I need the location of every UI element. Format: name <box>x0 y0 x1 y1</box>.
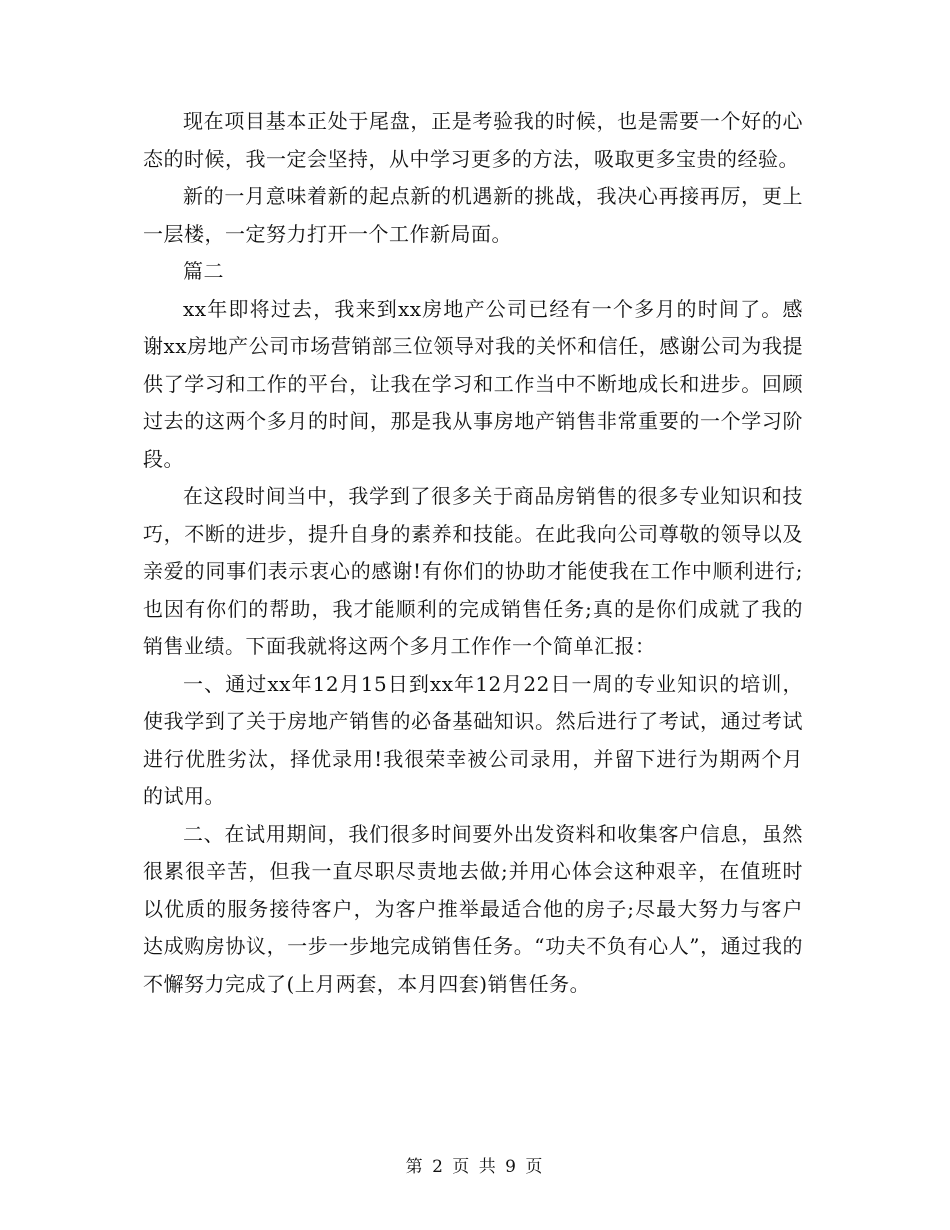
document-body <box>143 103 803 1003</box>
paragraph: 现在项目基本正处于尾盘，正是考验我的时候，也是需要一个好的心态的时候，我一定会坚持，从中学习更多的方法，吸取更多宝贵的经验。 <box>143 109 803 171</box>
page-number: 第 2 页 共 9 页 <box>405 1157 545 1177</box>
section-heading: 篇二 <box>183 259 224 283</box>
paragraph: 在这段时间当中，我学到了很多关于商品房销售的很多专业知识和技巧，不断的进步，提升自身的素养和技能。在此我向公司尊敬的领导以及亲爱的同事们表示衷心的感谢!有你们的协助才能使我在工作中顺利进行;也因有你们的帮助，我才能顺利的完成销售任务;真的是你们成就了我的销售业绩。下面我就将这两个多月工作作一个简单汇报： <box>143 484 803 658</box>
paragraph: 一、通过xx年12月15日到xx年12月22日一周的专业知识的培训，使我学到了关于房地产销售的必备基础知识。然后进行了考试，通过考试进行优胜劣汰，择优录用!我很荣幸被公司录用，并留下进行为期两个月的试用。 <box>143 671 803 808</box>
paragraph: xx年即将过去，我来到xx房地产公司已经有一个多月的时间了。感谢xx房地产公司市场营销部三位领导对我的关怀和信任，感谢公司为我提供了学习和工作的平台，让我在学习和工作当中不断地成长和进步。回顾过去的这两个多月的时间，那是我从事房地产销售非常重要的一个学习阶段。 <box>143 296 803 471</box>
paragraph: 新的一月意味着新的起点新的机遇新的挑战，我决心再接再厉，更上一层楼，一定努力打开一个工作新局面。 <box>143 184 803 246</box>
paragraph: 二、在试用期间，我们很多时间要外出发资料和收集客户信息，虽然很累很辛苦，但我一直尽职尽责地去做;并用心体会这种艰辛，在值班时以优质的服务接待客户，为客户推举最适合他的房子;尽最大努力与客户达成购房协议，一步一步地完成销售任务。“功夫不负有心人”，通过我的不懈努力完成了(上月两套，本月四套)销售任务。 <box>143 821 803 996</box>
